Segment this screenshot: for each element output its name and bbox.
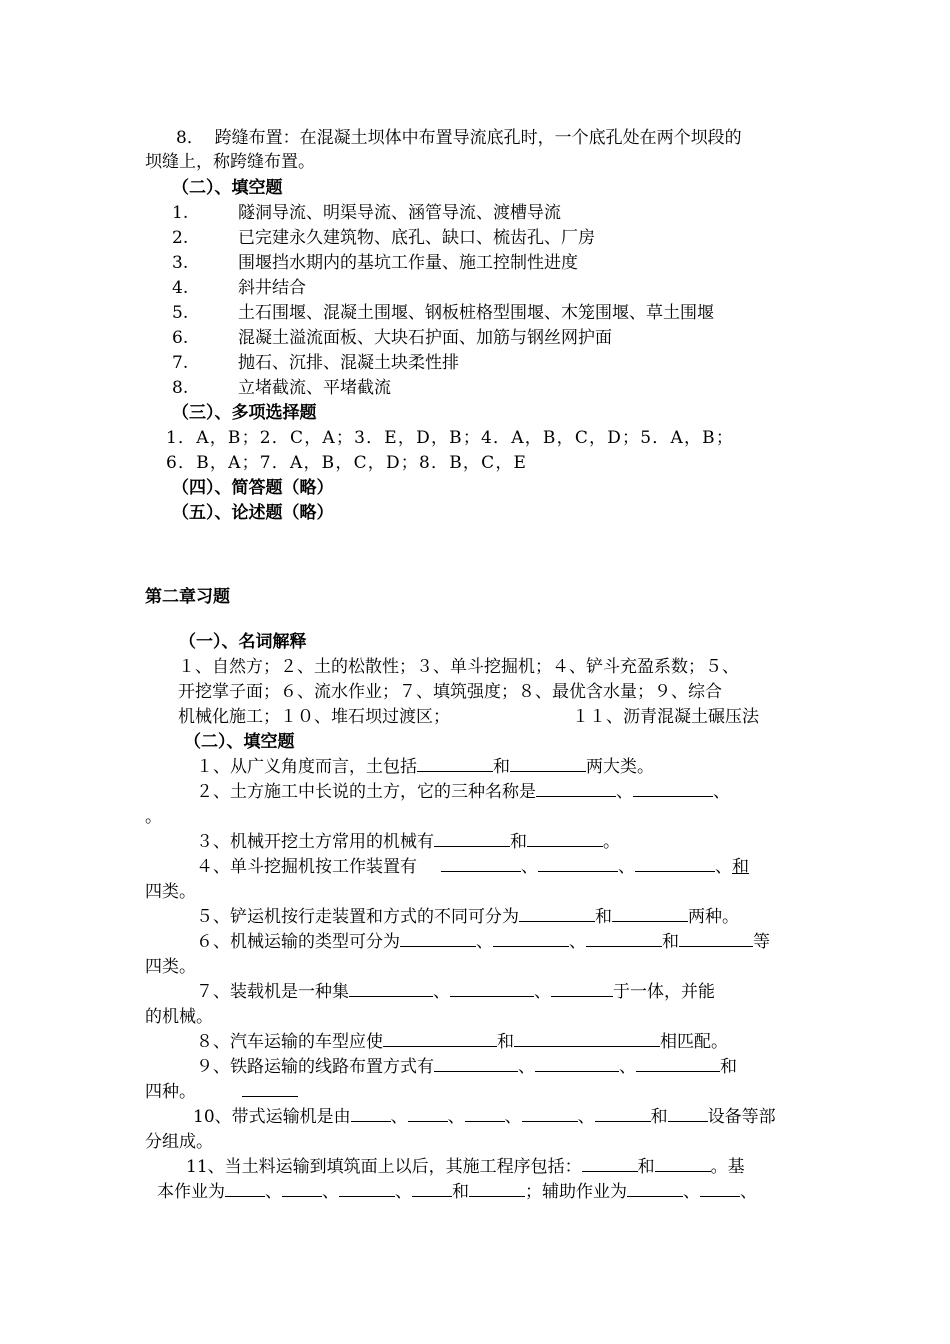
question-text: ；辅助作业为 <box>525 1182 627 1202</box>
question-text: 、 <box>616 782 633 802</box>
answer-blank[interactable] <box>679 932 753 947</box>
item-text: 抛石、沉排、混凝土块柔性排 <box>238 353 459 373</box>
answer-blank[interactable] <box>514 1032 660 1047</box>
question-text: 和 <box>662 932 679 952</box>
multiple-choice-answers-line2: 6．B，A；7．A，B，C，D；8．B，C，E <box>166 453 528 473</box>
answer-blank[interactable] <box>339 1182 395 1197</box>
question-text: 、 <box>569 932 586 952</box>
fill-answer-item <box>172 377 391 399</box>
answer-blank[interactable] <box>412 1182 452 1197</box>
answer-blank[interactable] <box>450 982 534 997</box>
question-text: 、 <box>740 1182 757 1202</box>
answer-blank[interactable] <box>434 1057 518 1072</box>
question-text: 。 <box>603 832 620 852</box>
item-number: 1. <box>172 203 189 223</box>
definition-8-line1: 8． 跨缝布置：在混凝土坝体中布置导流底孔时，一个底孔处在两个坝段的 <box>176 128 742 148</box>
question-text: 10、带式运输机是由 <box>193 1107 351 1127</box>
question-text: 两种。 <box>688 907 739 927</box>
item-number: 6. <box>172 328 189 348</box>
answer-blank[interactable] <box>527 832 603 847</box>
question-2 <box>196 781 730 803</box>
question-2-end: 。 <box>145 807 162 827</box>
answer-blank[interactable] <box>225 1182 265 1197</box>
terms-line2: 开挖掌子面；６、流水作业；７、填筑强度；８、最优含水量；９、综合 <box>178 682 722 702</box>
answer-blank[interactable] <box>282 1182 322 1197</box>
answer-blank[interactable] <box>612 907 688 922</box>
fill-answer-item <box>172 302 714 324</box>
question-text: 和 <box>452 1182 469 1202</box>
item-number: 5. <box>172 303 189 323</box>
terms-line3-end: １１、沥青混凝土碾压法 <box>572 707 759 727</box>
answer-blank[interactable] <box>400 932 476 947</box>
question-text: 、 <box>577 1107 595 1127</box>
question-text: 11、当土料运输到填筑面上以后，其施工程序包括： <box>186 1157 582 1177</box>
question-text: 、 <box>476 932 493 952</box>
answer-blank[interactable] <box>242 1082 298 1097</box>
question-text: 、 <box>504 1107 522 1127</box>
question-text: 设备等部 <box>707 1107 776 1127</box>
question-10-end: 分组成。 <box>145 1132 213 1152</box>
terms-line1: １、自然方；２、土的松散性；３、单斗挖掘机；４、铲斗充盈系数；５、 <box>178 657 739 677</box>
terms-heading: （一）、名词解释 <box>179 632 307 652</box>
fill-answer-item <box>172 227 595 249</box>
item-number: 4. <box>172 278 189 298</box>
answer-blank[interactable] <box>586 932 662 947</box>
question-text: ８、汽车运输的车型应使 <box>196 1032 383 1052</box>
question-text: 等 <box>753 932 770 952</box>
question-text: 、 <box>265 1182 282 1202</box>
item-text: 混凝土溢流面板、大块石护面、加筋与钢丝网护面 <box>238 328 612 348</box>
question-text: ４、单斗挖掘机按工作装置有 <box>196 857 417 877</box>
multiple-choice-answers-line1: 1．A，B；2．C，A；3．E，D，B；4．A，B，C，D；5．A，B； <box>166 428 735 448</box>
question-7 <box>196 981 715 1003</box>
question-text: 、 <box>390 1107 408 1127</box>
question-5 <box>196 906 739 928</box>
question-1 <box>196 756 654 778</box>
question-text: 、 <box>447 1107 465 1127</box>
question-9-end <box>145 1081 298 1103</box>
answer-blank[interactable] <box>465 1107 505 1122</box>
answer-blank[interactable] <box>469 1182 525 1197</box>
question-text: 相匹配。 <box>660 1032 728 1052</box>
question-9 <box>196 1056 737 1078</box>
question-11-cont <box>157 1181 757 1203</box>
essay-heading: （五）、论述题（略） <box>172 503 334 523</box>
question-3 <box>196 831 620 853</box>
answer-blank[interactable] <box>668 1107 708 1122</box>
item-text: 斜井结合 <box>238 278 306 298</box>
item-text: 围堰挡水期内的基坑工作量、施工控制性进度 <box>238 253 578 273</box>
question-text: 和 <box>493 757 510 777</box>
item-number: 3. <box>172 253 189 273</box>
answer-blank[interactable] <box>636 1057 720 1072</box>
answer-blank[interactable] <box>383 1032 497 1047</box>
fill-answer-item <box>172 352 459 374</box>
question-text: 和 <box>637 1157 655 1177</box>
answer-blank[interactable] <box>595 1107 651 1122</box>
question-8 <box>196 1031 728 1053</box>
answer-blank[interactable] <box>535 1057 619 1072</box>
answer-blank[interactable] <box>633 782 713 797</box>
question-text: 、 <box>322 1182 339 1202</box>
answer-blank[interactable] <box>434 832 510 847</box>
question-text: ３、机械开挖土方常用的机械有 <box>196 832 434 852</box>
question-text: 于一体，并能 <box>613 982 715 1002</box>
question-11 <box>186 1156 745 1178</box>
answer-blank[interactable] <box>635 857 715 872</box>
question-text: 、 <box>518 1057 535 1077</box>
answer-blank[interactable] <box>510 757 586 772</box>
question-text: 。基 <box>710 1157 745 1177</box>
definition-8-line2: 坝缝上，称跨缝布置。 <box>145 152 315 172</box>
question-text: 和 <box>720 1057 737 1077</box>
question-text: 、 <box>534 982 551 1002</box>
answer-blank[interactable] <box>582 1157 638 1172</box>
question-text: 、 <box>619 1057 636 1077</box>
question-text: 、 <box>521 857 538 877</box>
question-text: 四种。 <box>145 1082 196 1102</box>
question-text: ９、铁路运输的线路布置方式有 <box>196 1057 434 1077</box>
answer-blank[interactable] <box>493 932 569 947</box>
question-6-end: 四类。 <box>145 957 196 977</box>
answer-blank[interactable] <box>655 1157 711 1172</box>
item-text: 已完建永久建筑物、底孔、缺口、梳齿孔、厂房 <box>238 228 595 248</box>
answer-blank[interactable] <box>522 1107 578 1122</box>
answer-blank[interactable] <box>519 907 595 922</box>
item-number: 7. <box>172 353 189 373</box>
question-text: 和 <box>595 907 612 927</box>
answer-blank[interactable] <box>700 1182 740 1197</box>
question-text: ５、铲运机按行走装置和方式的不同可分为 <box>196 907 519 927</box>
fill-answer-item <box>172 327 612 349</box>
question-text: 、 <box>683 1182 700 1202</box>
question-text: 、 <box>713 782 730 802</box>
answer-blank[interactable] <box>351 1107 391 1122</box>
question-10 <box>193 1106 776 1128</box>
question-text: 和 <box>732 857 749 877</box>
answer-blank[interactable] <box>551 982 613 997</box>
ch2-fill-heading: （二）、填空题 <box>184 732 295 752</box>
question-7-end: 的机械。 <box>145 1007 213 1027</box>
question-text: ６、机械运输的类型可分为 <box>196 932 400 952</box>
item-text: 土石围堰、混凝土围堰、钢板桩格型围堰、木笼围堰、草土围堰 <box>238 303 714 323</box>
question-text: 和 <box>510 832 527 852</box>
fill-answer-item <box>172 252 578 274</box>
terms-line3: 机械化施工；１０、堆石坝过渡区； <box>178 707 450 727</box>
answer-blank[interactable] <box>441 857 521 872</box>
question-text: 和 <box>497 1032 514 1052</box>
fill-in-heading: （二）、填空题 <box>172 178 283 198</box>
multiple-choice-heading: （三）、多项选择题 <box>172 403 317 423</box>
answer-blank[interactable] <box>349 982 433 997</box>
question-4-end: 四类。 <box>145 882 196 902</box>
question-4 <box>196 856 749 878</box>
question-text: ７、装载机是一种集 <box>196 982 349 1002</box>
answer-blank[interactable] <box>417 757 493 772</box>
answer-blank[interactable] <box>408 1107 448 1122</box>
question-text: 、 <box>395 1182 412 1202</box>
item-text: 隧洞导流、明渠导流、涵管导流、渡槽导流 <box>238 203 561 223</box>
question-text: ２、土方施工中长说的土方，它的三种名称是 <box>196 782 536 802</box>
question-text: 本作业为 <box>157 1182 225 1202</box>
question-text: 、 <box>433 982 450 1002</box>
short-answer-heading: （四）、简答题（略） <box>172 478 334 498</box>
item-text: 立堵截流、平堵截流 <box>238 378 391 398</box>
question-text: 两大类。 <box>586 757 654 777</box>
answer-blank[interactable] <box>627 1182 683 1197</box>
fill-answer-item <box>172 277 306 299</box>
item-number: 8. <box>172 378 189 398</box>
answer-blank[interactable] <box>536 782 616 797</box>
question-text: 、 <box>715 857 732 877</box>
question-text: １、从广义角度而言，土包括 <box>196 757 417 777</box>
question-text: 、 <box>618 857 635 877</box>
question-text: 和 <box>650 1107 668 1127</box>
answer-blank[interactable] <box>538 857 618 872</box>
item-number: 2. <box>172 228 189 248</box>
chapter-title: 第二章习题 <box>145 587 230 607</box>
question-6 <box>196 931 770 953</box>
fill-answer-item <box>172 202 561 224</box>
